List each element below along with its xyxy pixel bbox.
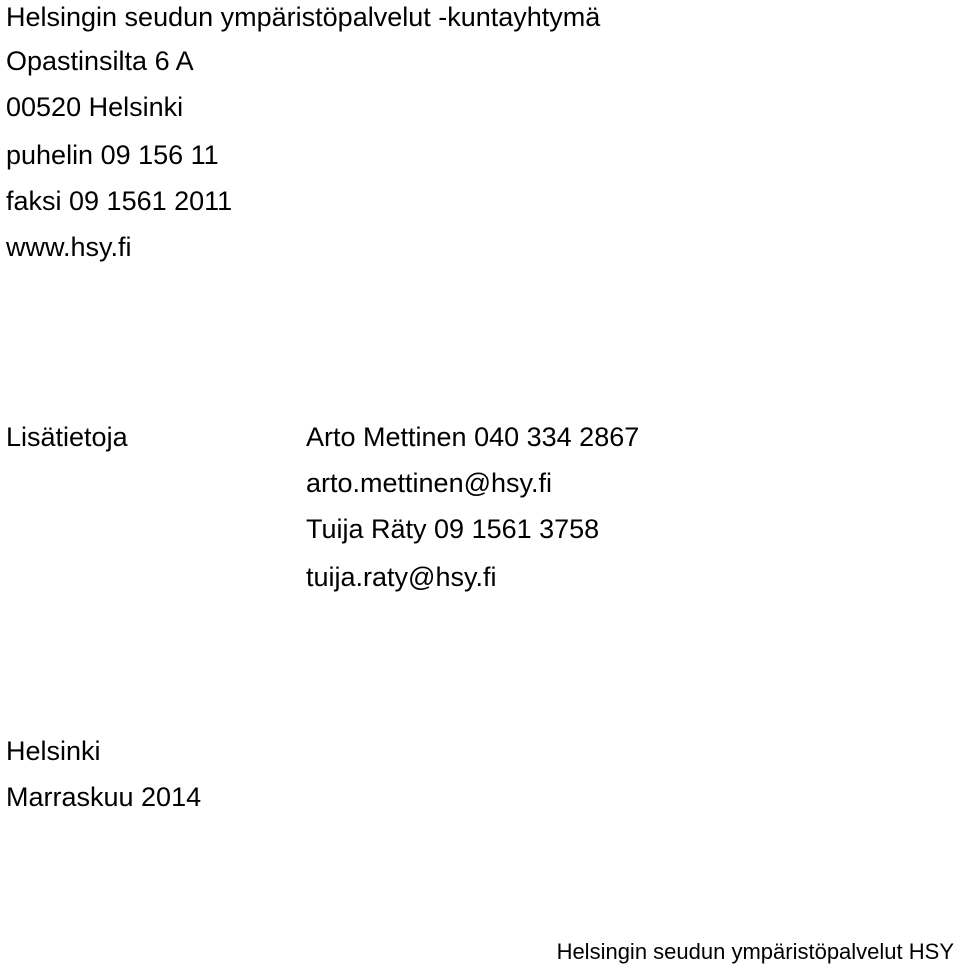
page-footer: Helsingin seudun ympäristöpalvelut HSY — [556, 939, 954, 964]
organization-name: Helsingin seudun ympäristöpalvelut -kuntayhtymä — [6, 2, 601, 32]
phone-number: puhelin 09 156 11 — [6, 140, 219, 170]
publication-date: Marraskuu 2014 — [6, 782, 202, 812]
website-link[interactable]: www.hsy.fi — [6, 232, 132, 262]
contact-label: Lisätietoja — [6, 422, 128, 452]
contact-tuija-phone: Tuija Räty 09 1561 3758 — [306, 514, 600, 544]
fax-number: faksi 09 1561 2011 — [6, 186, 233, 216]
contact-tuija-email[interactable]: tuija.raty@hsy.fi — [306, 562, 497, 592]
contact-arto-email[interactable]: arto.mettinen@hsy.fi — [306, 468, 553, 498]
contact-arto-phone: Arto Mettinen 040 334 2867 — [306, 422, 640, 452]
postal-address: 00520 Helsinki — [6, 92, 184, 122]
publication-place: Helsinki — [6, 736, 101, 766]
street-address: Opastinsilta 6 A — [6, 46, 194, 76]
